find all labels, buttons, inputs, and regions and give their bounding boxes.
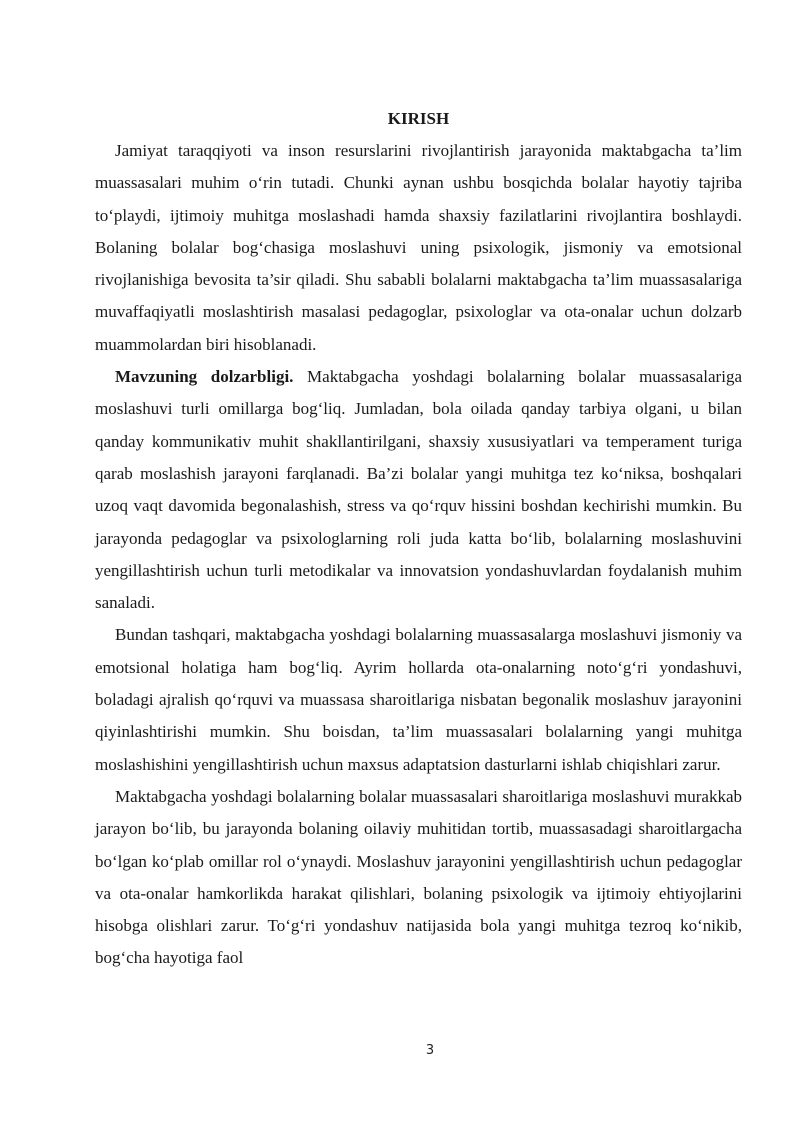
page-number: 3 xyxy=(425,1043,435,1058)
paragraph-text: Jamiyat taraqqiyoti va inson resurslarini rivojlantirish jarayonida maktabgacha ta’lim muassasalari muhim o‘rin tutadi. Chunki aynan ushbu bosqichda bolalar hayotiy tajriba to‘playdi, ijtimoiy muhitga moslashadi hamda shaxsiy fazilatlarini rivojlantira boshlaydi. Bolaning bolalar bog‘chasiga moslashuvi uning psixologik, jismoniy va emotsional rivojlanishiga bevosita ta’sir qiladi. Shu sababli bolalarni maktabgacha ta’lim muassasalariga muvaffaqiyatli moslashtirish masalasi pedagoglar, psixologlar va ota-onalar uchun dolzarb muammolardan biri hisoblanadi. xyxy=(95,141,742,354)
paragraph-lead: Mavzuning dolzarbligi. xyxy=(115,367,294,387)
paragraph-text: Maktabgacha yoshdagi bolalarning bolalar muassasalari sharoitlariga moslashuvi murakkab jarayon bo‘lib, bu jarayonda bolaning oilaviy muhitidan tortib, muassasadagi sharoitlargacha bo‘lgan ko‘plab omillar rol o‘ynaydi. Moslashuv jarayonini yengillashtirish uchun pedagoglar va ota-onalar hamkorlikda harakat qilishlari, bolaning psixologik va ijtimoiy ehtiyojlarini hisobga olishlari zarur. To‘g‘ri yondashuv natijasida bola yangi muhitga tezroq ko‘nikib, bog‘cha hayotiga faol xyxy=(95,786,742,968)
document-page xyxy=(95,104,742,975)
paragraph-conclusion xyxy=(95,781,742,975)
paragraph-text: Bundan tashqari, maktabgacha yoshdagi bolalarning muassasalarga moslashuvi jismoniy va emotsional holatiga ham bog‘liq. Ayrim hollarda ota-onalarning noto‘g‘ri yondashuvi, boladagi ajralish qo‘rquvi va muassasa sharoitlariga nisbatan begonalik moslashuv jarayonini qiyinlashtirishi mumkin. Shu boisdan, ta’lim muassasalari bolalarning yangi muhitga moslashishini yengillashtirish uchun maxsus adaptatsion dasturlarni ishlab chiqishlari zarur. xyxy=(95,625,742,774)
paragraph-text: Maktabgacha yoshdagi bolalarning bolalar muassasalariga moslashuvi turli omillarga bog‘liq. Jumladan, bola oilada qanday tarbiya olgani, u bilan qanday kommunikativ muhit shakllantirilgani, shaxsiy xususiyatlari va temperament turiga qarab moslashish jarayoni farqlanadi. Ba’zi bolalar yangi muhitga tez ko‘niksa, boshqalari uzoq vaqt davomida begonalashish, stress va qo‘rquv hissini boshdan kechirishi mumkin. Bu jarayonda pedagoglar va psixologlarning roli juda katta bo‘lib, bolalarning moslashuvini yengillashtirish uchun turli metodikalar va innovatsion yondashuvlardan foydalanish muhim sanaladi. xyxy=(95,367,742,613)
section-heading: KIRISH xyxy=(387,109,450,128)
paragraph-relevance xyxy=(95,361,742,619)
paragraph-intro xyxy=(95,135,742,361)
paragraph-additional xyxy=(95,619,742,780)
